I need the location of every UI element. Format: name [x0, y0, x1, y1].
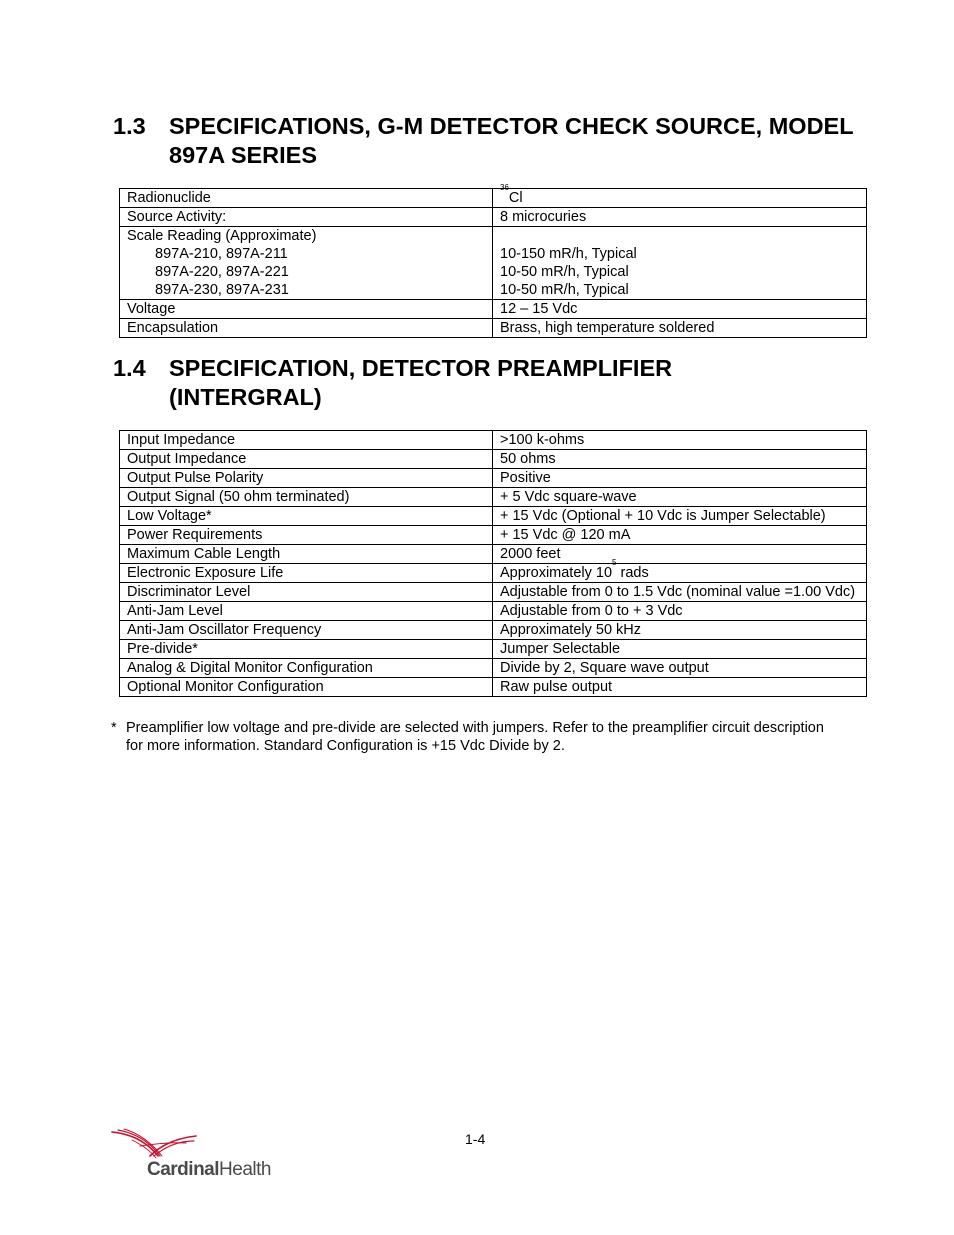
spec-value: >100 k-ohms [493, 431, 867, 450]
cardinal-health-logo [110, 1126, 270, 1186]
spec-value: 2000 feet [493, 545, 867, 564]
spec-value [493, 558, 867, 583]
spec-value: 8 microcuries [493, 208, 867, 227]
table-row [120, 640, 867, 659]
table-row [120, 507, 867, 526]
spec-value: 50 ohms [493, 450, 867, 469]
table-row [120, 431, 867, 450]
page-number: 1-4 [465, 1131, 486, 1147]
model-label: 897A-230, 897A-231 [155, 282, 289, 298]
logo-wordmark: CardinalHealth [147, 1159, 271, 1180]
footnote-text: Preamplifier low voltage and pre-divide are selected with jumpers. Refer to the preamplifier circuit description for more information. Standard Configuration is +15 Vdc Divide by 2. [126, 720, 824, 754]
spec-value: Adjustable from 0 to + 3 Vdc [493, 602, 867, 621]
table-row [120, 621, 867, 640]
table-row [120, 488, 867, 507]
spec-label: Anti-Jam Level [120, 602, 493, 621]
spec-value [493, 183, 867, 208]
model-label: 897A-220, 897A-221 [155, 264, 289, 280]
table-row [120, 545, 867, 564]
cardinal-health-swoosh-logo-icon [110, 1126, 200, 1162]
table-row [120, 678, 867, 697]
spec-label: Anti-Jam Oscillator Frequency [120, 621, 493, 640]
spec-value: Divide by 2, Square wave output [493, 659, 867, 678]
model-reading: 10-150 mR/h, Typical [500, 246, 637, 262]
table-row [120, 300, 867, 319]
table-row [120, 602, 867, 621]
spec-value: + 15 Vdc @ 120 mA [493, 526, 867, 545]
isotope-mass-number: 36 [500, 183, 509, 192]
table-row [120, 564, 867, 583]
table-row [120, 583, 867, 602]
spec-label [120, 227, 493, 300]
table-row [120, 469, 867, 488]
exposure-life-unit: rads [616, 565, 649, 581]
footnote [111, 719, 831, 755]
spec-label: Electronic Exposure Life [120, 564, 493, 583]
spec-label: Encapsulation [120, 319, 493, 338]
table-row [120, 227, 867, 300]
spec-value: + 15 Vdc (Optional + 10 Vdc is Jumper Selectable) [493, 507, 867, 526]
spec-label: Output Impedance [120, 450, 493, 469]
table-row [120, 659, 867, 678]
spec-label: Optional Monitor Configuration [120, 678, 493, 697]
spec-value: + 5 Vdc square-wave [493, 488, 867, 507]
check-source-spec-table [119, 183, 867, 338]
spec-label: Analog & Digital Monitor Configuration [120, 659, 493, 678]
section-title: SPECIFICATION, DETECTOR PREAMPLIFIER (INTERGRAL) [169, 355, 673, 410]
isotope-symbol: Cl [508, 190, 523, 206]
spec-label: Radionuclide [120, 189, 493, 208]
spec-label: Output Pulse Polarity [120, 469, 493, 488]
spec-value: 12 – 15 Vdc [493, 300, 867, 319]
spec-label: Output Signal (50 ohm terminated) [120, 488, 493, 507]
spec-value: Jumper Selectable [493, 640, 867, 659]
section-title: SPECIFICATIONS, G-M DETECTOR CHECK SOURCE, MODEL 897A SERIES [169, 113, 854, 168]
exponent: 5 [612, 558, 617, 567]
spec-label: Power Requirements [120, 526, 493, 545]
section-number: 1.4 [113, 355, 146, 381]
spec-label: Discriminator Level [120, 583, 493, 602]
footnote-marker: * [111, 720, 117, 736]
spec-label: Low Voltage* [120, 507, 493, 526]
spec-value: Brass, high temperature soldered [493, 319, 867, 338]
spec-label: Voltage [120, 300, 493, 319]
spec-label: Input Impedance [120, 431, 493, 450]
model-label: 897A-210, 897A-211 [155, 246, 288, 262]
exposure-life-value: Approximately 10 [500, 565, 613, 581]
spec-label: Maximum Cable Length [120, 545, 493, 564]
spec-value [493, 227, 867, 300]
table-row [120, 450, 867, 469]
spec-label: Source Activity: [120, 208, 493, 227]
model-reading: 10-50 mR/h, Typical [500, 282, 629, 298]
section-number: 1.3 [113, 113, 146, 139]
table-row [120, 319, 867, 338]
model-reading: 10-50 mR/h, Typical [500, 264, 629, 280]
scale-reading-label: Scale Reading (Approximate) [127, 228, 317, 244]
spec-value: Raw pulse output [493, 678, 867, 697]
table-row [120, 208, 867, 227]
table-row [120, 189, 867, 208]
table-row [120, 526, 867, 545]
spec-value: Positive [493, 469, 867, 488]
spec-value: Approximately 50 kHz [493, 621, 867, 640]
spec-value: Adjustable from 0 to 1.5 Vdc (nominal value =1.00 Vdc) [493, 583, 867, 602]
spec-label: Pre-divide* [120, 640, 493, 659]
preamplifier-spec-table [119, 430, 867, 697]
